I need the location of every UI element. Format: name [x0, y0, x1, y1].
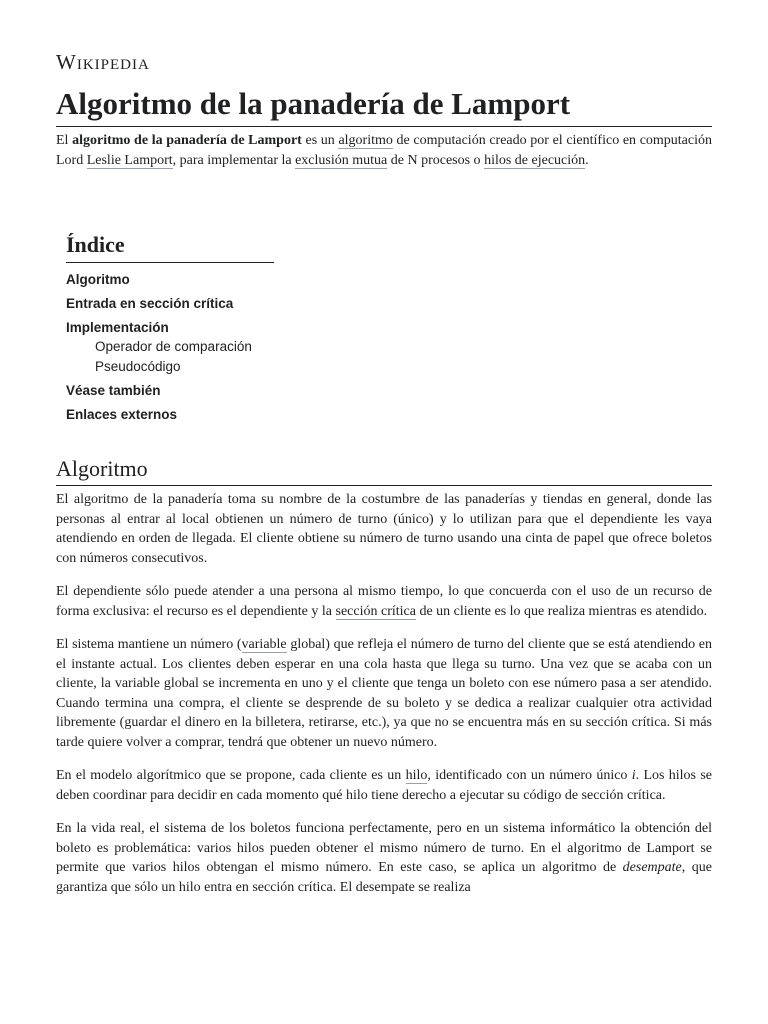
lead-text: de N procesos o [387, 152, 485, 168]
paragraph-5 [56, 819, 712, 897]
table-of-contents [66, 232, 276, 430]
paragraph-text: En el modelo algorítmico que se propone, cada cliente es un [56, 768, 406, 783]
section-body [56, 490, 712, 911]
page-title: Algoritmo de la panadería de Lamport [56, 84, 712, 127]
link-leslie-lamport[interactable]: Leslie Lamport [86, 152, 173, 168]
section-title-algoritmo: Algoritmo [56, 455, 712, 486]
paragraph-italic: desempate [622, 860, 682, 875]
paragraph-italic: i [631, 768, 636, 783]
paragraph-text: global) que refleja el número de turno del cliente que se está atendiendo en el instante actual. Los clientes deben esperar en una cola hasta que llega su turno. Una vez que se acaba con un cliente, la variable global se incrementa en uno y el cliente que tenga un boleto con ese número pasa a ser atendido. Cuando termina una compra, el cliente se desprende de su boleto y se dedica a realizar cualquier otra actividad libremente (guardar el dinero en la billetera, retirarse, etc.), ya que no se encuentra más en su sección crítica. Si más tarde quiere volver a comprar, tendrá que obtener un nuevo número. [56, 637, 712, 750]
lead-text: . [585, 152, 589, 168]
toc-group-implementacion [66, 319, 276, 376]
toc-item-algoritmo[interactable]: Algoritmo [66, 272, 130, 287]
paragraph-2 [56, 582, 712, 621]
toc-title: Índice [66, 232, 274, 263]
toc-item-implementacion[interactable]: Implementación [66, 320, 169, 335]
toc-subitem-operador[interactable]: Operador de comparación [95, 339, 252, 354]
paragraph-text: , identificado con un número único [427, 768, 632, 783]
lead-text: es un [301, 133, 339, 148]
lead-text: de computación creado por el científico en computación Lord [56, 133, 713, 168]
paragraph-text: , que garantiza que sólo un hilo entra en sección crítica. El desempate se realiza [56, 860, 712, 895]
paragraph-1: El algoritmo de la panadería toma su nombre de la costumbre de las panaderías y tiendas en general, donde las personas al entrar al local obtienen un número de turno (único) y lo utilizan para que el dependiente les vaya atendiendo en orden de llegada. El cliente obtiene su número de turno usando una cinta de papel que ofrece boletos con números consecutivos. [56, 492, 712, 566]
link-hilos-de-ejecucion[interactable]: hilos de ejecución [484, 152, 586, 168]
toc-subitem-pseudocodigo[interactable]: Pseudocódigo [95, 358, 181, 374]
toc-item-vease[interactable]: Véase también [66, 383, 161, 398]
paragraph-text: de un cliente es lo que realiza mientras es atendido. [415, 603, 708, 619]
paragraph-text: El dependiente sólo puede atender a una persona al mismo tiempo, lo que concuerda con el uso de un recurso de forma exclusiva: el recurso es el dependiente y la [56, 584, 712, 619]
link-variable[interactable]: variable [241, 637, 287, 652]
toc-item-entrada[interactable]: Entrada en sección crítica [66, 296, 234, 311]
lead-bold-term: algoritmo de la panadería de Lamport [72, 133, 302, 148]
paragraph-text: El sistema mantiene un número ( [56, 637, 242, 652]
link-algoritmo[interactable]: algoritmo [338, 133, 393, 148]
lead-paragraph [56, 131, 712, 170]
link-exclusion-mutua[interactable]: exclusión mutua [295, 152, 388, 168]
link-hilo[interactable]: hilo [405, 768, 428, 783]
toc-list [66, 271, 276, 424]
paragraph-3 [56, 635, 712, 752]
link-seccion-critica[interactable]: sección crítica [335, 603, 416, 619]
paragraph-4 [56, 766, 712, 805]
paragraph-text: En la vida real, el sistema de los boletos funciona perfectamente, pero en un sistema informático la obtención del boleto es problemática: varios hilos pueden obtener el mismo número de turno. En el algoritmo de Lamport se permite que varios hilos obtengan el mismo número. En este caso, se aplica un algoritmo de [56, 821, 712, 875]
wikipedia-logo[interactable]: Wikipedia [56, 50, 150, 74]
toc-item-enlaces[interactable]: Enlaces externos [66, 407, 178, 422]
paragraph-text: . Los hilos se deben coordinar para decidir en cada momento qué hilo tiene derecho a ejecutar su código de sección crítica. [56, 768, 712, 803]
lead-text: El [56, 133, 73, 148]
lead-text: , para implementar la [172, 152, 296, 168]
